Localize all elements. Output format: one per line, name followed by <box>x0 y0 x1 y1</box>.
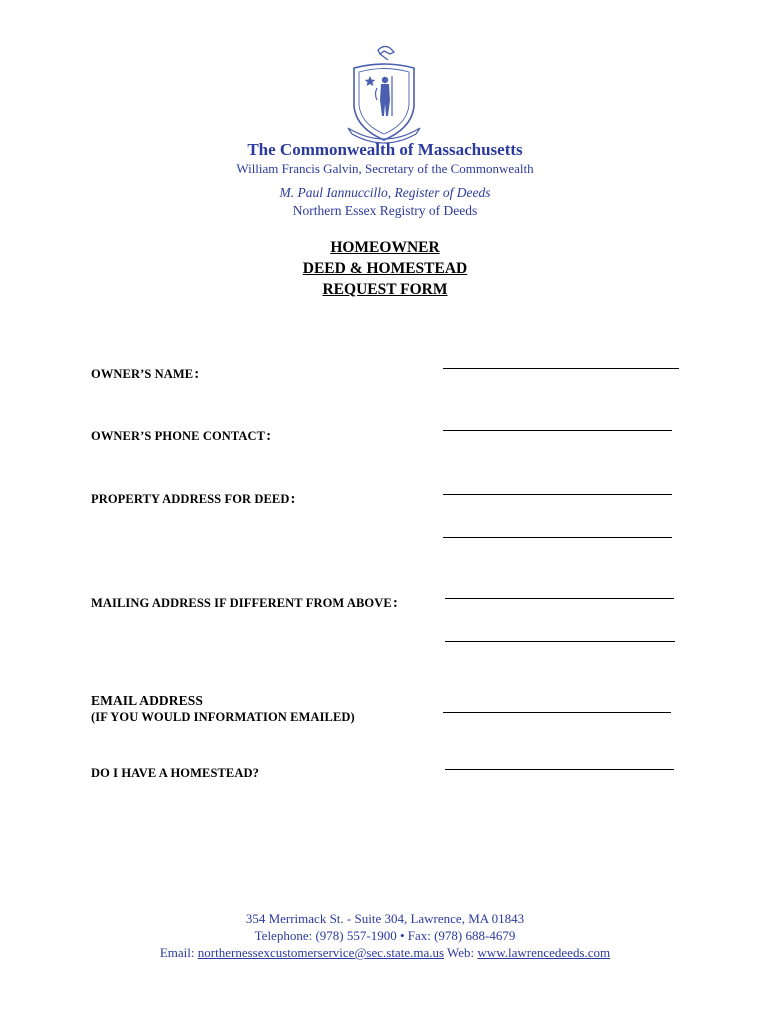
email-address-label: EMAIL ADDRESS <box>91 693 203 708</box>
registry-line: Northern Essex Registry of Deeds <box>292 203 478 218</box>
homestead-field[interactable] <box>445 769 674 770</box>
email-address-note: (IF YOU WOULD INFORMATION EMAILED) <box>91 710 355 724</box>
massachusetts-seal-icon <box>340 42 428 146</box>
form-title-line-2: DEED & HOMESTEAD <box>302 260 468 277</box>
website-link[interactable]: www.lawrencedeeds.com <box>477 945 611 960</box>
form-title-line-1: HOMEOWNER <box>330 239 440 256</box>
homestead-label: DO I HAVE A HOMESTEAD? <box>91 766 259 780</box>
footer-contact: Email: northernessexcustomerservice@sec.state.ma.us Web: www.lawrencedeeds.com <box>159 945 611 960</box>
email-link[interactable]: northernessexcustomerservice@sec.state.ma.us <box>197 945 445 960</box>
email-address-field[interactable] <box>443 712 671 713</box>
form-title-line-3: REQUEST FORM <box>322 281 448 298</box>
owner-name-field[interactable] <box>443 368 679 369</box>
agency-title: The Commonwealth of Massachusetts <box>247 140 523 159</box>
owner-name-label: OWNER’S NAME: <box>91 366 200 382</box>
property-address-label: PROPERTY ADDRESS FOR DEED: <box>91 491 296 507</box>
owner-phone-label: OWNER’S PHONE CONTACT: <box>91 428 272 444</box>
secretary-line: William Francis Galvin, Secretary of the Commonwealth <box>236 161 534 176</box>
footer-address: 354 Merrimack St. - Suite 304, Lawrence, MA 01843 <box>245 911 525 926</box>
mailing-address-field-2[interactable] <box>445 641 675 642</box>
mailing-address-field-1[interactable] <box>445 598 674 599</box>
owner-phone-field[interactable] <box>443 430 672 431</box>
property-address-field-2[interactable] <box>443 537 672 538</box>
property-address-field-1[interactable] <box>443 494 672 495</box>
footer-phone-fax: Telephone: (978) 557-1900 • Fax: (978) 688-4679 <box>254 928 516 943</box>
register-line: M. Paul Iannuccillo, Register of Deeds <box>279 185 491 200</box>
mailing-address-label: MAILING ADDRESS IF DIFFERENT FROM ABOVE: <box>91 595 398 611</box>
